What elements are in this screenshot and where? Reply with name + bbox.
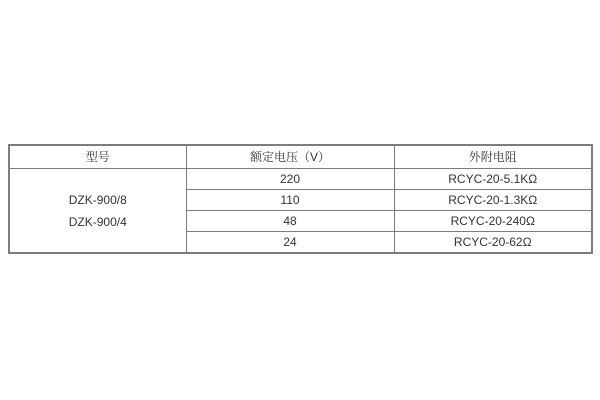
model-line: DZK-900/4 (68, 214, 127, 229)
header-model: 型号 (9, 145, 186, 169)
resistor-cell: RCYC-20-5.1KΩ (394, 169, 592, 190)
resistor-cell: RCYC-20-240Ω (394, 211, 592, 232)
voltage-cell: 220 (186, 169, 394, 190)
voltage-cell: 24 (186, 232, 394, 254)
resistor-cell: RCYC-20-1.3KΩ (394, 190, 592, 211)
header-resistor: 外附电阻 (394, 145, 592, 169)
header-row (9, 145, 592, 169)
voltage-cell: 110 (186, 190, 394, 211)
model-line: DZK-900/8 (68, 192, 127, 207)
table-row (9, 169, 592, 190)
header-voltage: 额定电压（V） (186, 145, 394, 169)
voltage-cell: 48 (186, 211, 394, 232)
model-cell (9, 169, 186, 254)
resistor-cell: RCYC-20-62Ω (394, 232, 592, 254)
spec-table (8, 144, 593, 254)
